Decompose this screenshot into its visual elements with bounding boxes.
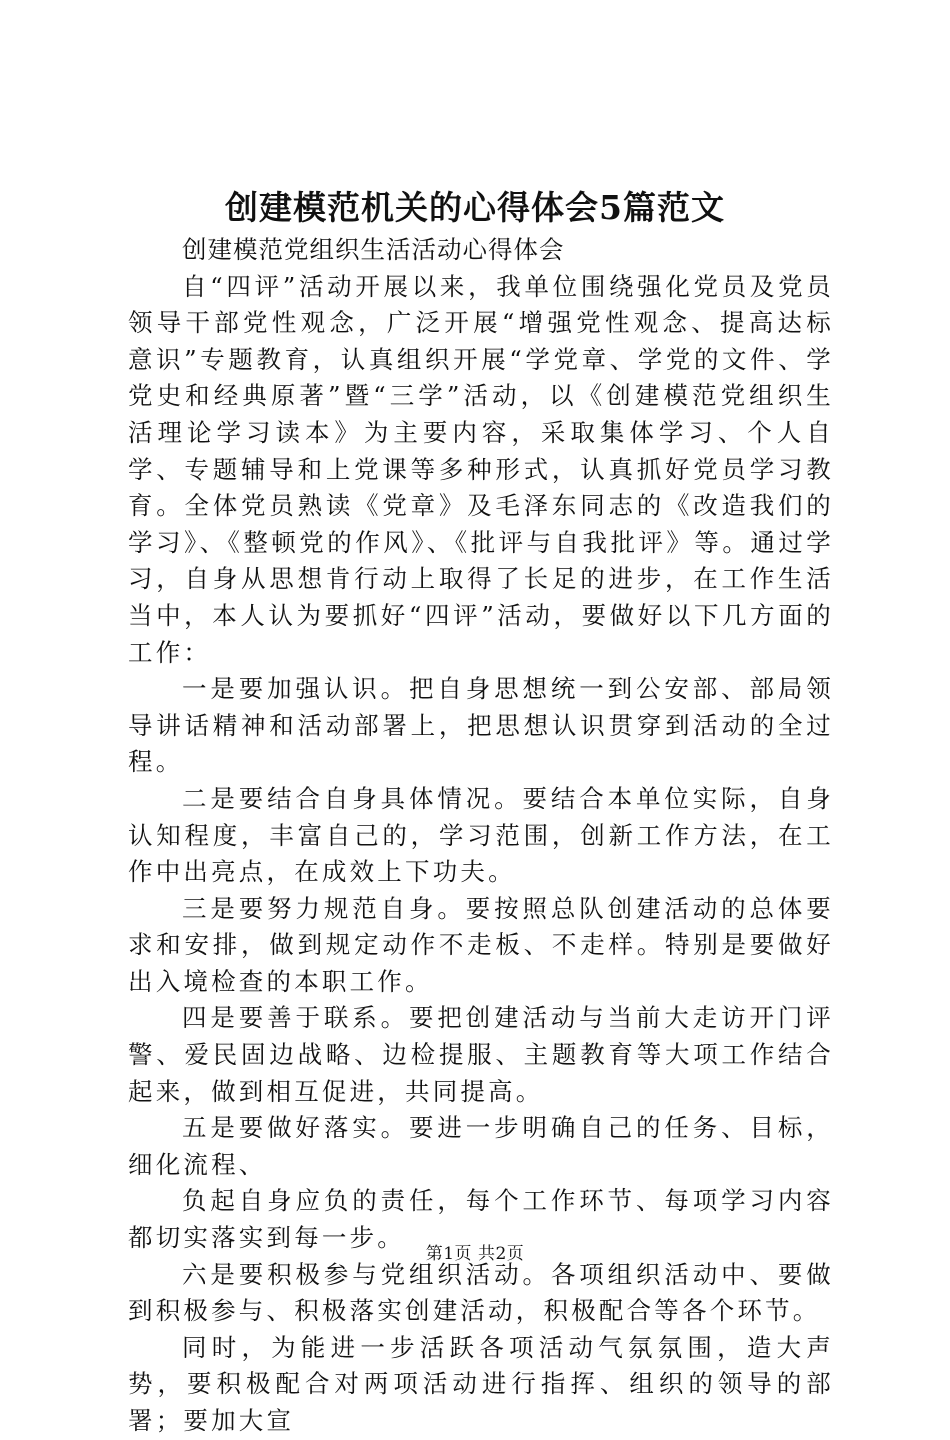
paragraph-point-3: 三是要努力规范自身。要按照总队创建活动的总体要求和安排，做到规定动作不走板、不走样。特别是要做好出入境检查的本职工作。 [128, 893, 834, 996]
paragraph-point-6: 六是要积极参与党组织活动。各项组织活动中、要做到积极参与、积极落实创建活动，积极配合等各个环节。 [128, 1259, 834, 1326]
paragraph-intro: 自“四评”活动开展以来，我单位围绕强化党员及党员领导干部党性观念，广泛开展“增强党性观念、提高达标意识”专题教育，认真组织开展“学党章、学党的文件、学党史和经典原著”暨“三学”活动，以《创建模范党组织生活理论学习读本》为主要内容，采取集体学习、个人自学、专题辅导和上党课等多种形式，认真抓好党员学习教育。全体党员熟读《党章》及毛泽东同志的《改造我们的学习》、《整顿党的作风》、《批评与自我批评》等。通过学习，自身从思想肯行动上取得了长足的进步，在工作生活当中，本人认为要抓好“四评”活动，要做好以下几方面的工作： [128, 271, 834, 667]
paragraph-point-1: 一是要加强认识。把自身思想统一到公安部、部局领导讲话精神和活动部署上，把思想认识贯穿到活动的全过程。 [128, 674, 834, 777]
page-number-footer: 第1页 共2页 [425, 1244, 525, 1264]
paragraph-point-5: 五是要做好落实。要进一步明确自己的任务、目标，细化流程、 [128, 1113, 834, 1179]
paragraph-meanwhile: 同时，为能进一步活跃各项活动气氛氛围，造大声势，要积极配合对两项活动进行指挥、组织的领导的部署；要加大宣 [128, 1332, 834, 1435]
document-title: 创建模范机关的心得体会5篇范文 [225, 188, 725, 227]
paragraph-point-4: 四是要善于联系。要把创建活动与当前大走访开门评警、爱民固边战略、边检提服、主题教育等大项工作结合起来，做到相互促进，共同提高。 [128, 1003, 834, 1106]
document-subtitle: 创建模范党组织生活活动心得体会 [182, 235, 565, 264]
paragraph-point-2: 二是要结合自身具体情况。要结合本单位实际，自身认知程度，丰富自己的，学习范围，创新工作方法，在工作中出亮点，在成效上下功夫。 [128, 783, 834, 887]
paragraph-point-5-continued: 负起自身应负的责任，每个工作环节、每项学习内容都切实落实到每一步。 [128, 1186, 834, 1253]
